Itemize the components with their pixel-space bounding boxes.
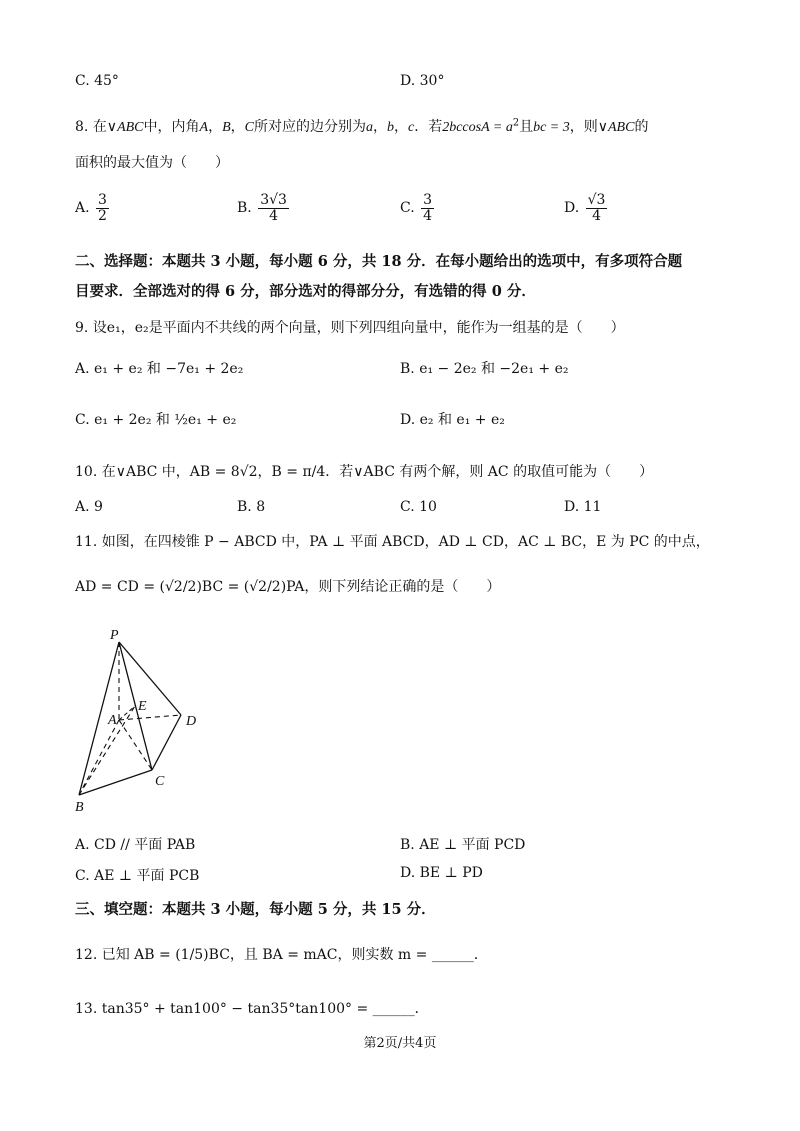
q8-stem-line1: 8. 在∨ABC中，内角A，B，C所对应的边分别为a，b，c．若$2bccosA = a^2$且bc = 3，则∨ABC的 — [75, 117, 649, 135]
q8-option-a: A. $\frac{3}{2}$ — [75, 192, 107, 224]
q10-stem: 10. 在∨ABC 中，AB = 8√2，B = π/4．若∨ABC 有两个解，则 AC 的取值可能为（ ） — [75, 464, 654, 480]
edge-AC — [119, 720, 152, 770]
q11-option-b: B. AE ⊥ 平面 PCD — [400, 837, 526, 853]
edge-CD — [152, 715, 181, 770]
label-A: A — [108, 713, 117, 728]
q8-option-b: B. $\frac{3√3}{4}$ — [237, 192, 287, 224]
label-C: C — [155, 774, 165, 789]
q7-option-d: D. 30° — [400, 73, 445, 89]
label-B: B — [75, 800, 84, 815]
q9-option-a: A. e₁ + e₂ 和 −7e₁ + 2e₂ — [75, 361, 244, 377]
q7-option-c: C. 45° — [75, 73, 119, 89]
q8-stem-line2: 面积的最大值为（ ） — [75, 155, 229, 171]
section2-heading-line1: 二、选择题：本题共 3 小题，每小题 6 分，共 18 分．在每小题给出的选项中，有多项符合题 — [75, 253, 683, 270]
q11-option-d: D. BE ⊥ PD — [400, 865, 483, 881]
q8-option-c: C. $\frac{3}{4}$ — [400, 192, 433, 224]
q11-stem-line1: 11. 如图，在四棱锥 P − ABCD 中，PA ⊥ 平面 ABCD，AD ⊥ CD，AC ⊥ BC，E 为 PC 的中点， — [75, 534, 710, 550]
q8-option-d: D. $\frac{√3}{4}$ — [564, 192, 606, 224]
q11-option-a: A. CD // 平面 PAB — [75, 837, 196, 853]
q9-option-b: B. e₁ − 2e₂ 和 −2e₁ + e₂ — [400, 361, 569, 377]
label-D: D — [186, 714, 197, 729]
section3-heading: 三、填空题：本题共 3 小题，每小题 5 分，共 15 分． — [75, 901, 436, 918]
section2-heading-line2: 目要求．全部选对的得 6 分，部分选对的得部分分，有选错的得 0 分． — [75, 283, 536, 300]
page-footer: 第2页/共4页 — [363, 1036, 437, 1051]
pyramid-figure — [60, 620, 260, 820]
q10-option-c: C. 10 — [400, 499, 437, 515]
q10-option-a: A. 9 — [75, 499, 103, 515]
label-E: E — [138, 699, 147, 714]
q10-option-b: B. 8 — [237, 499, 266, 515]
segment-BE — [79, 706, 135, 795]
q9-option-d: D. e₂ 和 e₁ + e₂ — [400, 412, 505, 428]
q11-option-c: C. AE ⊥ 平面 PCB — [75, 868, 200, 884]
q13-stem: 13. tan35° + tan100° − tan35°tan100° = ______． — [75, 1001, 429, 1017]
edge-BC — [79, 770, 152, 795]
q12-stem: 12. 已知 AB = (1/5)BC，且 BA = mAC，则实数 m = ______． — [75, 947, 488, 963]
label-P: P — [110, 628, 119, 643]
q9-stem: 9. 设e₁，e₂是平面内不共线的两个向量，则下列四组向量中，能作为一组基的是（ ） — [75, 320, 625, 336]
q10-option-d: D. 11 — [564, 499, 602, 515]
q9-option-c: C. e₁ + 2e₂ 和 ½e₁ + e₂ — [75, 412, 237, 428]
q11-stem-line2: AD = CD = (√2/2)BC = (√2/2)PA，则下列结论正确的是（ ） — [75, 579, 501, 595]
